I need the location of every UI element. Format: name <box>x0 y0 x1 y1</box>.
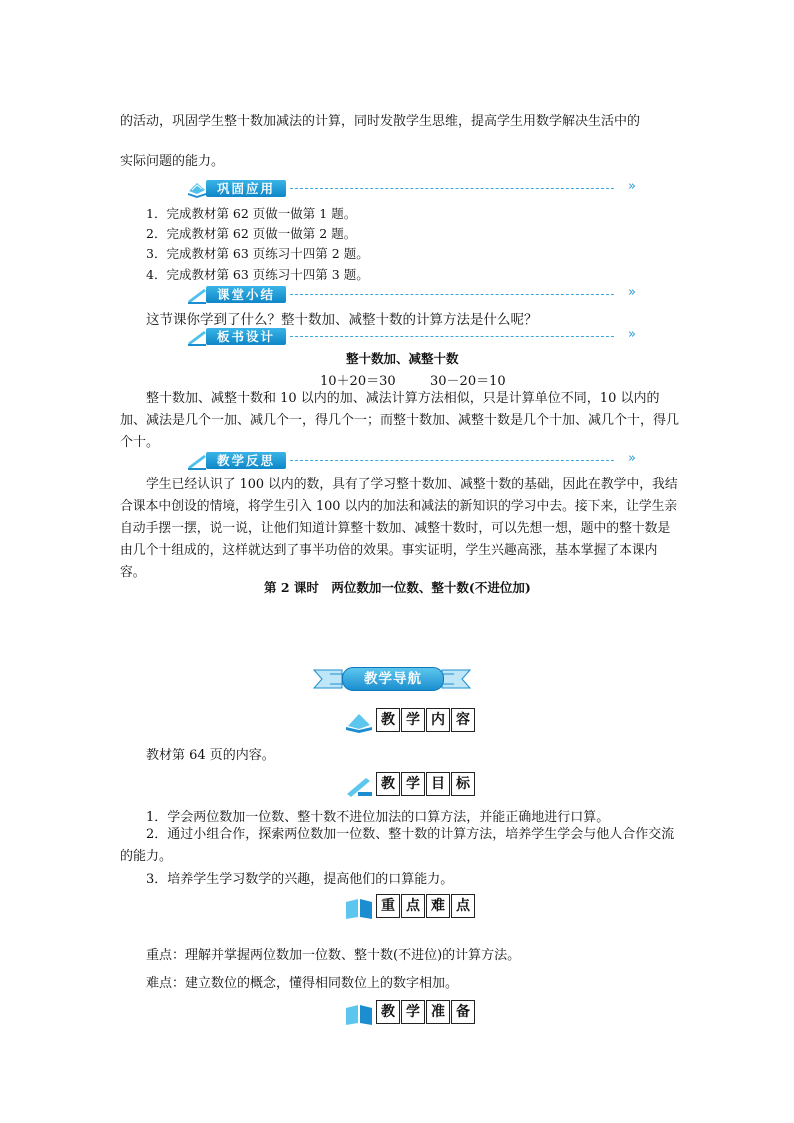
boxed-header-chars <box>376 708 476 732</box>
summary-text: 这节课你学到了什么？整十数加、减整十数的计算方法是什么呢？ <box>146 312 538 328</box>
section-reflection-header <box>186 450 636 472</box>
consolidate-item: 2．完成教材第 62 页做一做第 2 题。 <box>146 226 357 241</box>
double-arrow-icon: » <box>628 327 636 342</box>
dashed-divider <box>290 188 614 189</box>
header-char: 内 <box>426 708 450 732</box>
header-char: 重 <box>376 894 400 918</box>
board-equation-1: 10＋20＝30 <box>320 374 396 389</box>
header-char: 教 <box>376 772 400 796</box>
board-explanation: 整十数加、减整十数和 10 以内的加、减法计算方法相似，只是计算单位不同，10 以内的加、减法是几个一加、减几个一，得几个一；而整十数加、减整十数是几个十加、减几个十，得几个十。 <box>120 391 680 450</box>
intro-line-1: 的活动，巩固学生整十数加减法的计算，同时发散学生思维，提高学生用数学解决生活中的 <box>120 114 641 129</box>
section-consolidate-header <box>186 178 636 200</box>
intro-line-2: 实际问题的能力。 <box>120 154 225 169</box>
boxed-header-chars <box>376 1000 476 1024</box>
pen-icon <box>186 327 208 347</box>
section-board-title: 板书设计 <box>206 328 286 345</box>
book-icon <box>344 896 374 920</box>
book-icon <box>344 1002 374 1026</box>
double-arrow-icon: » <box>628 285 636 300</box>
board-equation-2: 30－20＝10 <box>430 374 506 389</box>
consolidate-item: 4．完成教材第 63 页练习十四第 3 题。 <box>146 267 369 282</box>
key-point-text: 重点：理解并掌握两位数加一位数、整十数(不进位)的计算方法。 <box>146 948 521 963</box>
teaching-navigation-banner <box>312 664 472 694</box>
dashed-divider <box>290 460 614 461</box>
reflection-text: 学生已经认识了 100 以内的数，具有了学习整十数加、减整十数的基础，因此在教学中，我结合课本中创设的情境，将学生引入 100 以内的加法和减法的新知识的学习中去。接下来，让学生亲自动手摆一摆，说一说，让他们知道计算整十数加、减整十数时，可以先想一想，题中的整十数是由几个十组成的，这样就达到了事半功倍的效果。事实证明，学生兴趣高涨，基本掌握了本课内容。 <box>120 477 678 580</box>
double-arrow-icon: » <box>628 179 636 194</box>
pen-icon <box>186 285 208 305</box>
lesson-title: 第 2 课时 两位数加一位数、整十数(不进位加) <box>264 580 531 595</box>
header-char: 点 <box>451 894 475 918</box>
board-heading: 整十数加、减整十数 <box>346 351 459 366</box>
header-char: 准 <box>426 1000 450 1024</box>
boxed-header-content <box>344 708 484 734</box>
section-summary-title: 课堂小结 <box>206 286 286 303</box>
header-char: 难 <box>426 894 450 918</box>
section-summary-header <box>186 284 636 306</box>
content-text: 教材第 64 页的内容。 <box>146 748 275 763</box>
header-char: 标 <box>451 772 475 796</box>
header-char: 学 <box>401 1000 425 1024</box>
boxed-header-prep <box>344 1000 484 1026</box>
section-board-header <box>186 326 636 348</box>
header-char: 目 <box>426 772 450 796</box>
double-arrow-icon: » <box>628 451 636 466</box>
dashed-divider <box>290 336 614 337</box>
header-char: 学 <box>401 708 425 732</box>
book-icon <box>186 179 208 199</box>
pen-icon <box>344 774 374 798</box>
pen-icon <box>186 451 208 471</box>
header-char: 容 <box>451 708 475 732</box>
goal-item: 1．学会两位数加一位数、整十数不进位加法的口算方法，并能正确地进行口算。 <box>146 810 610 825</box>
header-char: 点 <box>401 894 425 918</box>
goal-item: 2．通过小组合作，探索两位数加一位数、整十数的计算方法，培养学生学会与他人合作交流的能力。 <box>120 827 675 864</box>
boxed-header-chars <box>376 772 476 796</box>
book-icon <box>344 710 374 734</box>
boxed-header-goals <box>344 772 484 798</box>
section-consolidate-title: 巩固应用 <box>206 180 286 197</box>
header-char: 教 <box>376 708 400 732</box>
header-char: 教 <box>376 1000 400 1024</box>
boxed-header-chars <box>376 894 476 918</box>
dashed-divider <box>290 294 614 295</box>
consolidate-item: 1．完成教材第 62 页做一做第 1 题。 <box>146 206 357 221</box>
section-reflection-title: 教学反思 <box>206 452 286 469</box>
difficult-point-text: 难点：建立数位的概念，懂得相同数位上的数字相加。 <box>146 976 459 991</box>
header-char: 备 <box>451 1000 475 1024</box>
boxed-header-keypoints <box>344 894 484 920</box>
goal-item: 3．培养学生学习数学的兴趣，提高他们的口算能力。 <box>146 872 454 887</box>
banner-title: 教学导航 <box>342 667 444 691</box>
consolidate-item: 3．完成教材第 63 页练习十四第 2 题。 <box>146 246 369 261</box>
header-char: 学 <box>401 772 425 796</box>
